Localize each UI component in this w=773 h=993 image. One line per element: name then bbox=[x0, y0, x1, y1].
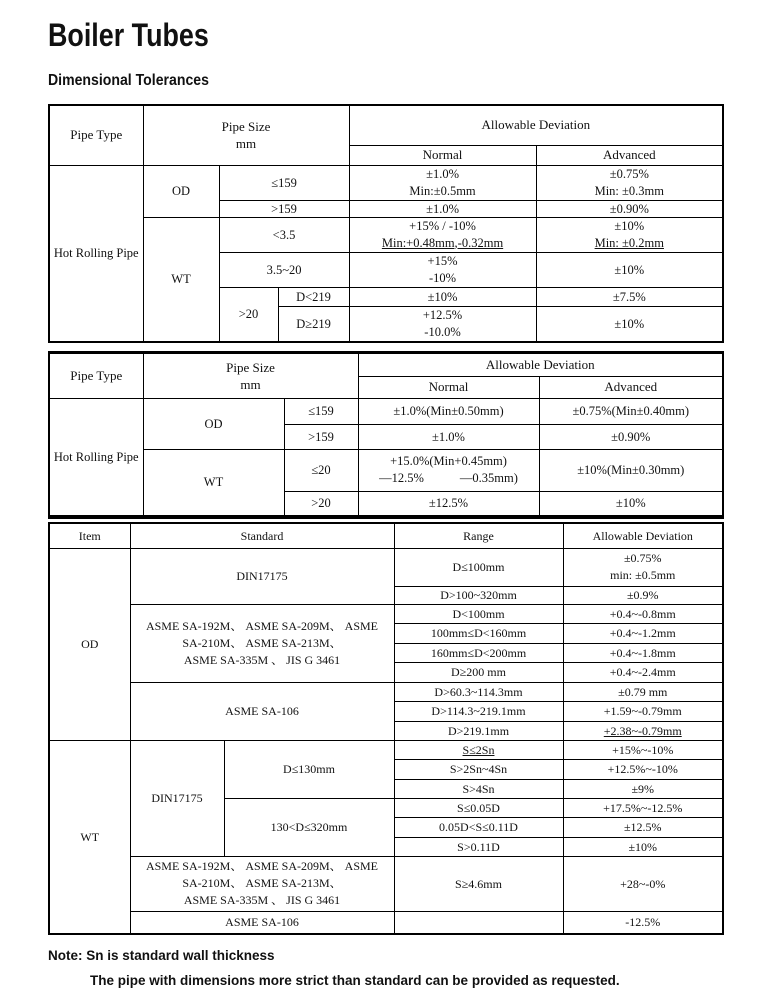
t3-standard-asme-line2: SA-210M、 ASME SA-213M、 bbox=[182, 635, 342, 650]
t3-range-cell: S>4Sn bbox=[394, 779, 563, 798]
tolerance-table-3 bbox=[48, 522, 724, 935]
t2-header-advanced: Advanced bbox=[539, 376, 723, 398]
t1-size-cell: >20 bbox=[219, 287, 278, 342]
t3-range-cell: D≥200 mm bbox=[394, 662, 563, 682]
t3-range-cell: D>100~320mm bbox=[394, 586, 563, 604]
t3-standard-asme-wt-line2: SA-210M、 ASME SA-213M、 bbox=[182, 876, 342, 890]
footnote-line1: Note: Sn is standard wall thickness bbox=[48, 948, 275, 963]
t3-standard-asme-line1: ASME SA-192M、 ASME SA-209M、 ASME bbox=[145, 618, 379, 633]
t1-normal-line1: +12.5% bbox=[422, 307, 463, 322]
t1-header-normal: Normal bbox=[349, 145, 536, 165]
t1-header-pipe-size-unit: mm bbox=[235, 136, 257, 152]
t2-normal-cell: ±1.0%(Min±0.50mm) bbox=[358, 398, 539, 424]
t1-normal-line2: Min:+0.48mm,-0.32mm bbox=[381, 235, 504, 250]
t3-header-standard: Standard bbox=[130, 523, 394, 548]
t3-deviation-cell: +28~-0% bbox=[563, 856, 723, 911]
t3-standard-din-wt: DIN17175 bbox=[130, 740, 224, 856]
t3-deviation-line1: ±0.75% bbox=[623, 551, 662, 565]
t3-range-cell: 0.05D<S≤0.11D bbox=[394, 817, 563, 837]
t2-advanced-cell: ±10%(Min±0.30mm) bbox=[539, 449, 723, 491]
t2-normal-line2-left: —12.5% bbox=[379, 471, 424, 485]
t3-range-cell: S≤0.05D bbox=[394, 798, 563, 817]
t1-normal-cell bbox=[349, 165, 536, 200]
t1-size-cell: >159 bbox=[219, 200, 349, 217]
t3-range-cell: D>60.3~114.3mm bbox=[394, 682, 563, 701]
t3-standard-asme-wt-line1: ASME SA-192M、 ASME SA-209M、 ASME bbox=[145, 859, 379, 873]
t3-range-cell: D<100mm bbox=[394, 604, 563, 623]
t1-advanced-line1: ±0.75% bbox=[609, 166, 649, 181]
t2-advanced-cell: ±0.75%(Min±0.40mm) bbox=[539, 398, 723, 424]
t1-wt-label: WT bbox=[143, 217, 219, 342]
t1-normal-line2: -10.0% bbox=[424, 324, 461, 339]
t3-diameter-group-1: D≤130mm bbox=[224, 740, 394, 798]
t3-range-cell: S>2Sn~4Sn bbox=[394, 759, 563, 779]
page-title: Boiler Tubes bbox=[48, 17, 209, 53]
t1-normal-line2: Min:±0.5mm bbox=[409, 183, 476, 198]
t3-header-item: Item bbox=[49, 523, 130, 548]
t2-header-pipe-size-line1: Pipe Size bbox=[226, 359, 275, 375]
page-subtitle: Dimensional Tolerances bbox=[48, 72, 209, 89]
t2-normal-cell: ±12.5% bbox=[358, 491, 539, 517]
tolerance-table-2 bbox=[48, 351, 724, 520]
t2-od-label: OD bbox=[143, 398, 284, 449]
t1-header-pipe-size bbox=[143, 105, 349, 165]
t1-header-allowable-deviation: Allowable Deviation bbox=[349, 105, 723, 145]
t2-normal-cell: ±1.0% bbox=[358, 424, 539, 449]
t1-advanced-cell: ±10% bbox=[536, 306, 723, 342]
t3-range-cell: S≤2Sn bbox=[394, 740, 563, 759]
t3-standard-asme-wt-line3: ASME SA-335M 、 JIS G 3461 bbox=[183, 893, 341, 907]
t1-size-cell: 3.5~20 bbox=[219, 252, 349, 287]
t3-range-cell: D≤100mm bbox=[394, 548, 563, 586]
t1-normal-cell bbox=[349, 217, 536, 252]
t3-range-cell bbox=[394, 911, 563, 934]
footnote-line2: The pipe with dimensions more strict than standard can be provided as requested. bbox=[90, 973, 620, 988]
t3-deviation-cell: +15%~-10% bbox=[563, 740, 723, 759]
t3-deviation-cell: +0.4~-1.2mm bbox=[563, 623, 723, 643]
t2-normal-line1: +15.0%(Min+0.45mm) bbox=[390, 454, 507, 468]
t3-standard-asme-group bbox=[130, 604, 394, 682]
t1-subsize-cell: D<219 bbox=[278, 287, 349, 306]
t3-range-cell: D>114.3~219.1mm bbox=[394, 701, 563, 721]
t1-subsize-cell: D≥219 bbox=[278, 306, 349, 342]
t1-normal-line2: -10% bbox=[428, 270, 457, 285]
t3-range-cell: S>0.11D bbox=[394, 837, 563, 856]
t1-normal-cell bbox=[349, 252, 536, 287]
tolerance-table-1 bbox=[48, 104, 724, 343]
t1-normal-cell: ±1.0% bbox=[349, 200, 536, 217]
t3-od-label: OD bbox=[49, 548, 130, 740]
t1-advanced-line2: Min: ±0.2mm bbox=[594, 235, 664, 250]
t3-deviation-cell bbox=[563, 548, 723, 586]
t2-size-cell: ≤159 bbox=[284, 398, 358, 424]
t3-wt-label: WT bbox=[49, 740, 130, 934]
t1-advanced-cell bbox=[536, 165, 723, 200]
t1-od-label: OD bbox=[143, 165, 219, 217]
t3-deviation-cell: ±9% bbox=[563, 779, 723, 798]
t1-advanced-cell: ±7.5% bbox=[536, 287, 723, 306]
t2-advanced-cell: ±0.90% bbox=[539, 424, 723, 449]
t1-advanced-line1: ±10% bbox=[614, 218, 645, 233]
t3-deviation-line2: min: ±0.5mm bbox=[610, 568, 676, 582]
t1-normal-cell: ±10% bbox=[349, 287, 536, 306]
t3-deviation-cell: ±0.9% bbox=[563, 586, 723, 604]
t3-standard-din: DIN17175 bbox=[130, 548, 394, 604]
t2-wt-label: WT bbox=[143, 449, 284, 517]
t1-normal-cell bbox=[349, 306, 536, 342]
t2-advanced-cell: ±10% bbox=[539, 491, 723, 517]
footnote bbox=[48, 943, 722, 993]
t2-normal-line2-right: —0.35mm) bbox=[459, 471, 518, 485]
t3-deviation-cell: +0.4~-2.4mm bbox=[563, 662, 723, 682]
t2-normal-cell bbox=[358, 449, 539, 491]
t3-deviation-cell: +0.4~-1.8mm bbox=[563, 643, 723, 662]
t2-size-cell: ≤20 bbox=[284, 449, 358, 491]
t1-header-pipe-size-line1: Pipe Size bbox=[221, 119, 271, 135]
t3-diameter-group-2: 130<D≤320mm bbox=[224, 798, 394, 856]
t3-deviation-cell: +12.5%~-10% bbox=[563, 759, 723, 779]
t3-header-range: Range bbox=[394, 523, 563, 548]
t3-range-cell: 100mm≤D<160mm bbox=[394, 623, 563, 643]
t3-deviation-cell: ±10% bbox=[563, 837, 723, 856]
t2-size-cell: >159 bbox=[284, 424, 358, 449]
t3-standard-asme-line3: ASME SA-335M 、 JIS G 3461 bbox=[183, 652, 341, 667]
t1-header-advanced: Advanced bbox=[536, 145, 723, 165]
t1-header-pipe-type: Pipe Type bbox=[49, 105, 143, 165]
t3-standard-sa106: ASME SA-106 bbox=[130, 682, 394, 740]
t2-header-pipe-size bbox=[143, 352, 358, 398]
t2-header-pipe-type: Pipe Type bbox=[49, 352, 143, 398]
t1-advanced-line2: Min: ±0.3mm bbox=[594, 183, 664, 198]
t3-header-allowable-deviation: Allowable Deviation bbox=[563, 523, 723, 548]
t3-deviation-cell: +0.4~-0.8mm bbox=[563, 604, 723, 623]
t2-normal-line2 bbox=[361, 470, 537, 487]
t1-size-cell: <3.5 bbox=[219, 217, 349, 252]
t2-header-allowable-deviation: Allowable Deviation bbox=[358, 352, 723, 376]
t1-normal-line1: +15% bbox=[427, 253, 458, 268]
t3-range-cell: D>219.1mm bbox=[394, 721, 563, 740]
t2-size-cell: >20 bbox=[284, 491, 358, 517]
t3-deviation-cell: +1.59~-0.79mm bbox=[563, 701, 723, 721]
t1-size-cell: ≤159 bbox=[219, 165, 349, 200]
t1-advanced-cell: ±10% bbox=[536, 252, 723, 287]
t1-advanced-cell bbox=[536, 217, 723, 252]
t3-range-cell: S≥4.6mm bbox=[394, 856, 563, 911]
t3-standard-asme-group-wt bbox=[130, 856, 394, 911]
t2-header-normal: Normal bbox=[358, 376, 539, 398]
t1-normal-line1: ±1.0% bbox=[426, 166, 459, 181]
t1-pipe-type-value: Hot Rolling Pipe bbox=[49, 165, 143, 342]
t3-deviation-cell: ±12.5% bbox=[563, 817, 723, 837]
t3-deviation-cell: +2.38~-0.79mm bbox=[563, 721, 723, 740]
t2-pipe-type-value: Hot Rolling Pipe bbox=[49, 398, 143, 517]
t2-header-pipe-size-unit: mm bbox=[240, 376, 261, 392]
t3-deviation-cell: -12.5% bbox=[563, 911, 723, 934]
t3-standard-sa106-wt: ASME SA-106 bbox=[130, 911, 394, 934]
t3-deviation-cell: ±0.79 mm bbox=[563, 682, 723, 701]
t3-deviation-cell: +17.5%~-12.5% bbox=[563, 798, 723, 817]
t1-advanced-cell: ±0.90% bbox=[536, 200, 723, 217]
t1-normal-line1: +15% / -10% bbox=[409, 218, 476, 233]
t3-range-cell: 160mm≤D<200mm bbox=[394, 643, 563, 662]
